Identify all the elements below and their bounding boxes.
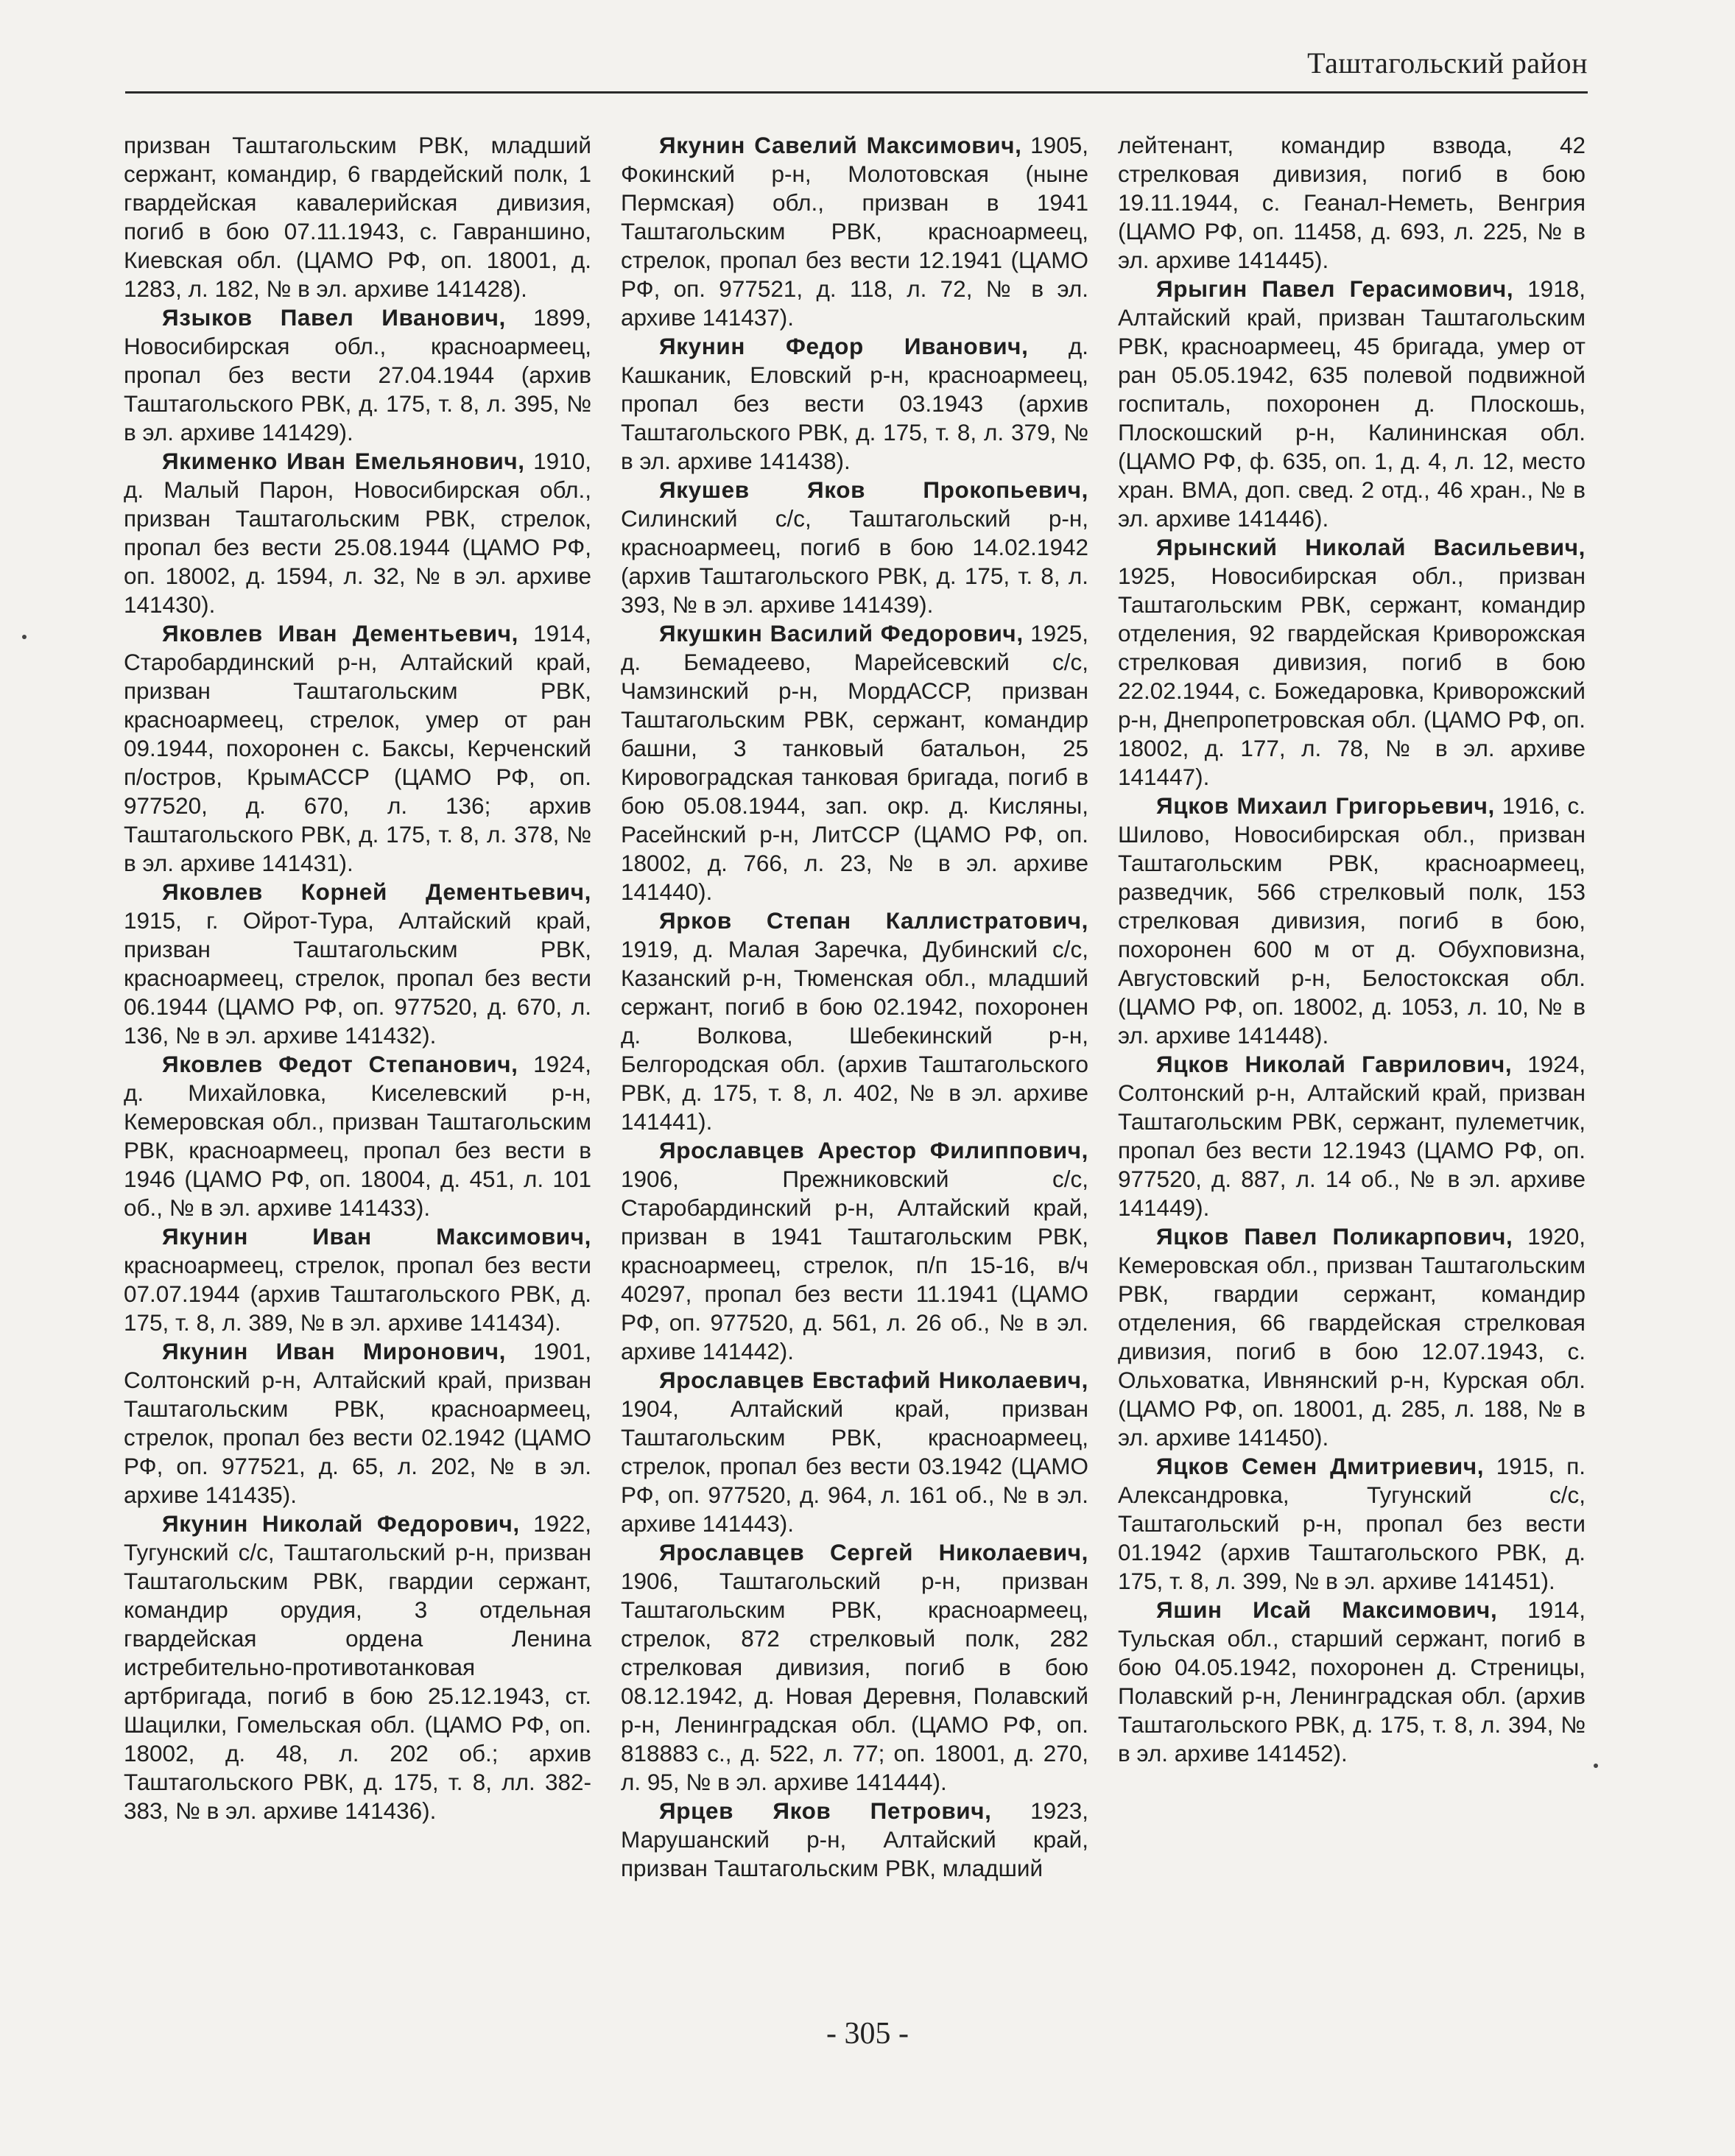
entry bbox=[124, 1337, 591, 1509]
entry-name: Ярославцев Евстафий Николаевич, bbox=[659, 1367, 1088, 1393]
entry bbox=[621, 619, 1088, 906]
entry-text: 1923, Марушанский р-н, Алтайский край, призван Таштагольским РВК, младший bbox=[621, 1797, 1088, 1881]
entry-text: 1924, Солтонский р-н, Алтайский край, призван Таштагольским РВК, сержант, пулеметчик, пропал без вести 12.1943 (ЦАМО РФ, оп. 977520, д. 887, л. 14 об., № в эл. архиве 141449). bbox=[1118, 1051, 1586, 1221]
entry-name: Якунин Федор Иванович, bbox=[659, 333, 1029, 359]
entry-name: Ярыгин Павел Герасимович, bbox=[1156, 275, 1514, 302]
entry bbox=[1118, 533, 1586, 792]
entry bbox=[1118, 1050, 1586, 1222]
entry-text: 1904, Алтайский край, призван Таштагольским РВК, красноармеец, стрелок, пропал без вести 03.1942 (ЦАМО РФ, оп. 977520, д. 964, л. 161 об., № в эл. архиве 141443). bbox=[621, 1395, 1088, 1537]
entry bbox=[621, 1136, 1088, 1366]
entry-text: 1918, Алтайский край, призван Таштагольским РВК, красноармеец, 45 бригада, умер от ран 05.05.1942, 635 полевой подвижной госпиталь, похоронен д. Плоскошь, Плоскошский р-н, Калининская обл. (ЦАМО РФ, ф. 635, оп. 1, д. 4, л. 12, место хран. ВМА, доп. свед. 2 отд., 46 хран., № в эл. архиве 141446). bbox=[1118, 275, 1586, 532]
entry-text: 1906, Прежниковский с/с, Старобардинский р-н, Алтайский край, призван в 1941 Таштагольским РВК, красноармеец, стрелок, п/п 15-16, в/ч 40297, пропал без вести 11.1941 (ЦАМО РФ, оп. 977520, д. 561, л. 26 об., № в эл. архиве 141442). bbox=[621, 1166, 1088, 1364]
entry-name: Яковлев Корней Дементьевич, bbox=[162, 878, 591, 905]
page-number: - 305 - bbox=[826, 2017, 909, 2051]
column-right bbox=[1118, 131, 1586, 1883]
entry bbox=[124, 619, 591, 878]
entry-text: 1914, Тульская обл., старший сержант, погиб в бою 04.05.1942, похоронен д. Стреницы, Полавский р-н, Ленинградская обл. (архив Таштагольского РВК, д. 175, т. 8, л. 394, № в эл. архиве 141452). bbox=[1118, 1596, 1586, 1766]
entry-text: красноармеец, стрелок, пропал без вести 07.07.1944 (архив Таштагольского РВК, д. 175, т. 8, л. 389, № в эл. архиве 141434). bbox=[124, 1252, 591, 1336]
entry bbox=[124, 303, 591, 447]
entry bbox=[621, 476, 1088, 619]
entry-name: Яшин Исай Максимович, bbox=[1156, 1596, 1498, 1623]
entry bbox=[1118, 1596, 1586, 1768]
entry bbox=[124, 1050, 591, 1222]
entry bbox=[621, 1538, 1088, 1797]
entry-name: Ярославцев Сергей Николаевич, bbox=[659, 1539, 1088, 1565]
entry-text: 1919, д. Малая Заречка, Дубинский с/с, Казанский р-н, Тюменская обл., младший сержант, погиб в бою 02.1942, похоронен д. Волкова, Шебекинский р-н, Белгородская обл. (архив Таштагольского РВК, д. 175, т. 8, л. 402, № в эл. архиве 141441). bbox=[621, 936, 1088, 1135]
entry-text: 1910, д. Малый Парон, Новосибирская обл., призван Таштагольским РВК, стрелок, пропал без вести 25.08.1944 (ЦАМО РФ, оп. 18002, д. 1594, л. 32, № в эл. архиве 141430). bbox=[124, 448, 591, 618]
entry-name: Ярков Степан Каллистратович, bbox=[659, 907, 1088, 934]
entry-name: Яцков Михаил Григорьевич, bbox=[1156, 792, 1495, 819]
entry bbox=[124, 878, 591, 1050]
entry-text: лейтенант, командир взвода, 42 стрелковая дивизия, погиб в бою 19.11.1944, с. Геанал-Неметь, Венгрия (ЦАМО РФ, оп. 11458, д. 693, л. 225, № в эл. архиве 141445). bbox=[1118, 132, 1586, 273]
entry-text: 1915, г. Ойрот-Тура, Алтайский край, призван Таштагольским РВК, красноармеец, стрелок, пропал без вести 06.1944 (ЦАМО РФ, оп. 977520, д. 670, л. 136, № в эл. архиве 141432). bbox=[124, 907, 591, 1049]
entry-text: 1901, Солтонский р-н, Алтайский край, призван Таштагольским РВК, красноармеец, стрелок, пропал без вести 02.1942 (ЦАМО РФ, оп. 977521, д. 65, л. 202, № в эл. архиве 141435). bbox=[124, 1338, 591, 1508]
entry-name: Ярынский Николай Васильевич, bbox=[1156, 534, 1586, 560]
scan-speck bbox=[22, 635, 27, 639]
entry-name: Яцков Павел Поликарпович, bbox=[1156, 1223, 1513, 1250]
entry bbox=[124, 1509, 591, 1825]
entry bbox=[1118, 275, 1586, 533]
entry-name: Якименко Иван Емельянович, bbox=[162, 448, 525, 474]
entry-text: 1920, Кемеровская обл., призван Таштагольским РВК, гвардии сержант, командир отделения, 66 гвардейская стрелковая дивизия, погиб в бою 12.07.1943, с. Ольховатка, Ивнянский р-н, Курская обл. (ЦАМО РФ, оп. 18001, д. 285, л. 188, № в эл. архиве 141450). bbox=[1118, 1223, 1586, 1451]
entry-name: Ярославцев Арестор Филиппович, bbox=[659, 1137, 1088, 1163]
entry-name: Якунин Иван Максимович, bbox=[162, 1223, 591, 1250]
entry-text: Силинский с/с, Таштагольский р-н, красноармеец, погиб в бою 14.02.1942 (архив Таштагольского РВК, д. 175, т. 8, л. 393, № в эл. архиве 141439). bbox=[621, 505, 1088, 618]
entry bbox=[124, 447, 591, 619]
entry-text: 1905, Фокинский р-н, Молотовская (ныне Пермская) обл., призван в 1941 Таштагольским РВК, красноармеец, стрелок, пропал без вести 12.1941 (ЦАМО РФ, оп. 977521, д. 118, л. 72, № в эл. архиве 141437). bbox=[621, 132, 1088, 331]
entry bbox=[1118, 1452, 1586, 1596]
entry-text: 1914, Старобардинский р-н, Алтайский край, призван Таштагольским РВК, красноармеец, стрелок, умер от ран 09.1944, похоронен с. Баксы, Керченский п/остров, КрымАССР (ЦАМО РФ, оп. 977520, д. 670, л. 136; архив Таштагольского РВК, д. 175, т. 8, л. 378, № в эл. архиве 141431). bbox=[124, 620, 591, 876]
entry bbox=[621, 1366, 1088, 1538]
entry-text: 1915, п. Александровка, Тугунский с/с, Таштагольский р-н, пропал без вести 01.1942 (архив Таштагольского РВК, д. 175, т. 8, л. 399, № в эл. архиве 141451). bbox=[1118, 1453, 1586, 1594]
entry-text: 1925, Новосибирская обл., призван Таштагольским РВК, сержант, командир отделения, 92 гвардейская Криворожская стрелковая дивизия, погиб в бою 22.02.1944, с. Божедаровка, Криворожский р-н, Днепропетровская обл. (ЦАМО РФ, оп. 18002, д. 177, л. 78, № в эл. архиве 141447). bbox=[1118, 563, 1586, 790]
entry-name: Яцков Семен Дмитриевич, bbox=[1156, 1453, 1485, 1479]
entry-text: 1924, д. Михайловка, Киселевский р-н, Кемеровская обл., призван Таштагольским РВК, красноармеец, пропал без вести в 1946 (ЦАМО РФ, оп. 18004, д. 451, л. 101 об., № в эл. архиве 141433). bbox=[124, 1051, 591, 1221]
entry bbox=[621, 131, 1088, 332]
entry-text: призван Таштагольским РВК, младший сержант, командир, 6 гвардейский полк, 1 гвардейская кавалерийская дивизия, погиб в бою 07.11.1943, с. Гавраншино, Киевская обл. (ЦАМО РФ, оп. 18001, д. 1283, л. 182, № в эл. архиве 141428). bbox=[124, 132, 591, 302]
entry-name: Ярцев Яков Петрович, bbox=[659, 1797, 992, 1824]
entry-text: 1899, Новосибирская обл., красноармеец, пропал без вести 27.04.1944 (архив Таштагольского РВК, д. 175, т. 8, л. 395, № в эл. архиве 141429). bbox=[124, 304, 591, 445]
entry-text: 1906, Таштагольский р-н, призван Таштагольским РВК, красноармеец, стрелок, 872 стрелковый полк, 282 стрелковая дивизия, погиб в бою 08.12.1942, д. Новая Деревня, Полавский р-н, Ленинградская обл. (ЦАМО РФ, оп. 818883 с., д. 522, л. 77; оп. 18001, д. 270, л. 95, № в эл. архиве 141444). bbox=[621, 1568, 1088, 1795]
entry-name: Яковлев Федот Степанович, bbox=[162, 1051, 518, 1077]
entry-text: 1916, с. Шилово, Новосибирская обл., призван Таштагольским РВК, красноармеец, разведчик, 566 стрелковый полк, 153 стрелковая дивизия, погиб в бою, похоронен 600 м от д. Обухповизна, Августовский р-н, Белостокская обл. (ЦАМО РФ, оп. 18002, д. 1053, л. 10, № в эл. архиве 141448). bbox=[1118, 792, 1586, 1049]
column-left bbox=[124, 131, 591, 1883]
entry bbox=[621, 332, 1088, 476]
column-middle bbox=[621, 131, 1088, 1883]
entry bbox=[124, 131, 591, 303]
entry-name: Яцков Николай Гаврилович, bbox=[1156, 1051, 1513, 1077]
entry-text: 1922, Тугунский с/с, Таштагольский р-н, призван Таштагольским РВК, гвардии сержант, командир орудия, 3 отдельная гвардейская ордена Ленина истребительно-противотанковая артбригада, погиб в бою 25.12.1943, ст. Шацилки, Гомельская обл. (ЦАМО РФ, оп. 18002, д. 48, л. 202 об.; архив Таштагольского РВК, д. 175, т. 8, лл. 382-383, № в эл. архиве 141436). bbox=[124, 1510, 591, 1824]
scan-speck bbox=[1594, 1764, 1598, 1768]
entry-name: Яковлев Иван Дементьевич, bbox=[162, 620, 518, 647]
entry bbox=[621, 906, 1088, 1136]
entry bbox=[621, 1797, 1088, 1883]
text-columns bbox=[124, 131, 1586, 1883]
entry-text: 1925, д. Бемадеево, Марейсевский с/с, Чамзинский р-н, МордАССР, призван Таштагольским РВК, сержант, командир башни, 3 танковый батальон, 25 Кировоградская танковая бригада, погиб в бою 05.08.1944, зап. окр. д. Кисляны, Расейнский р-н, ЛитССР (ЦАМО РФ, оп. 18002, д. 766, л. 23, № в эл. архиве 141440). bbox=[621, 620, 1088, 905]
entry-name: Языков Павел Иванович, bbox=[162, 304, 506, 331]
running-head-title: Таштагольский район bbox=[1307, 46, 1588, 80]
entry-name: Якунин Иван Миронович, bbox=[162, 1338, 507, 1364]
entry-name: Якунин Савелий Максимович, bbox=[659, 132, 1022, 158]
entry-name: Якушкин Василий Федорович, bbox=[659, 620, 1024, 647]
entry-name: Якушев Яков Прокопьевич, bbox=[659, 476, 1088, 503]
entry bbox=[1118, 792, 1586, 1050]
entry bbox=[1118, 131, 1586, 275]
entry bbox=[124, 1222, 591, 1337]
entry-text: д. Кашканик, Еловский р-н, красноармеец, пропал без вести 03.1943 (архив Таштагольского РВК, д. 175, т. 8, л. 379, № в эл. архиве 141438). bbox=[621, 333, 1088, 474]
header-rule bbox=[125, 91, 1588, 94]
entry-name: Якунин Николай Федорович, bbox=[162, 1510, 520, 1537]
entry bbox=[1118, 1222, 1586, 1452]
